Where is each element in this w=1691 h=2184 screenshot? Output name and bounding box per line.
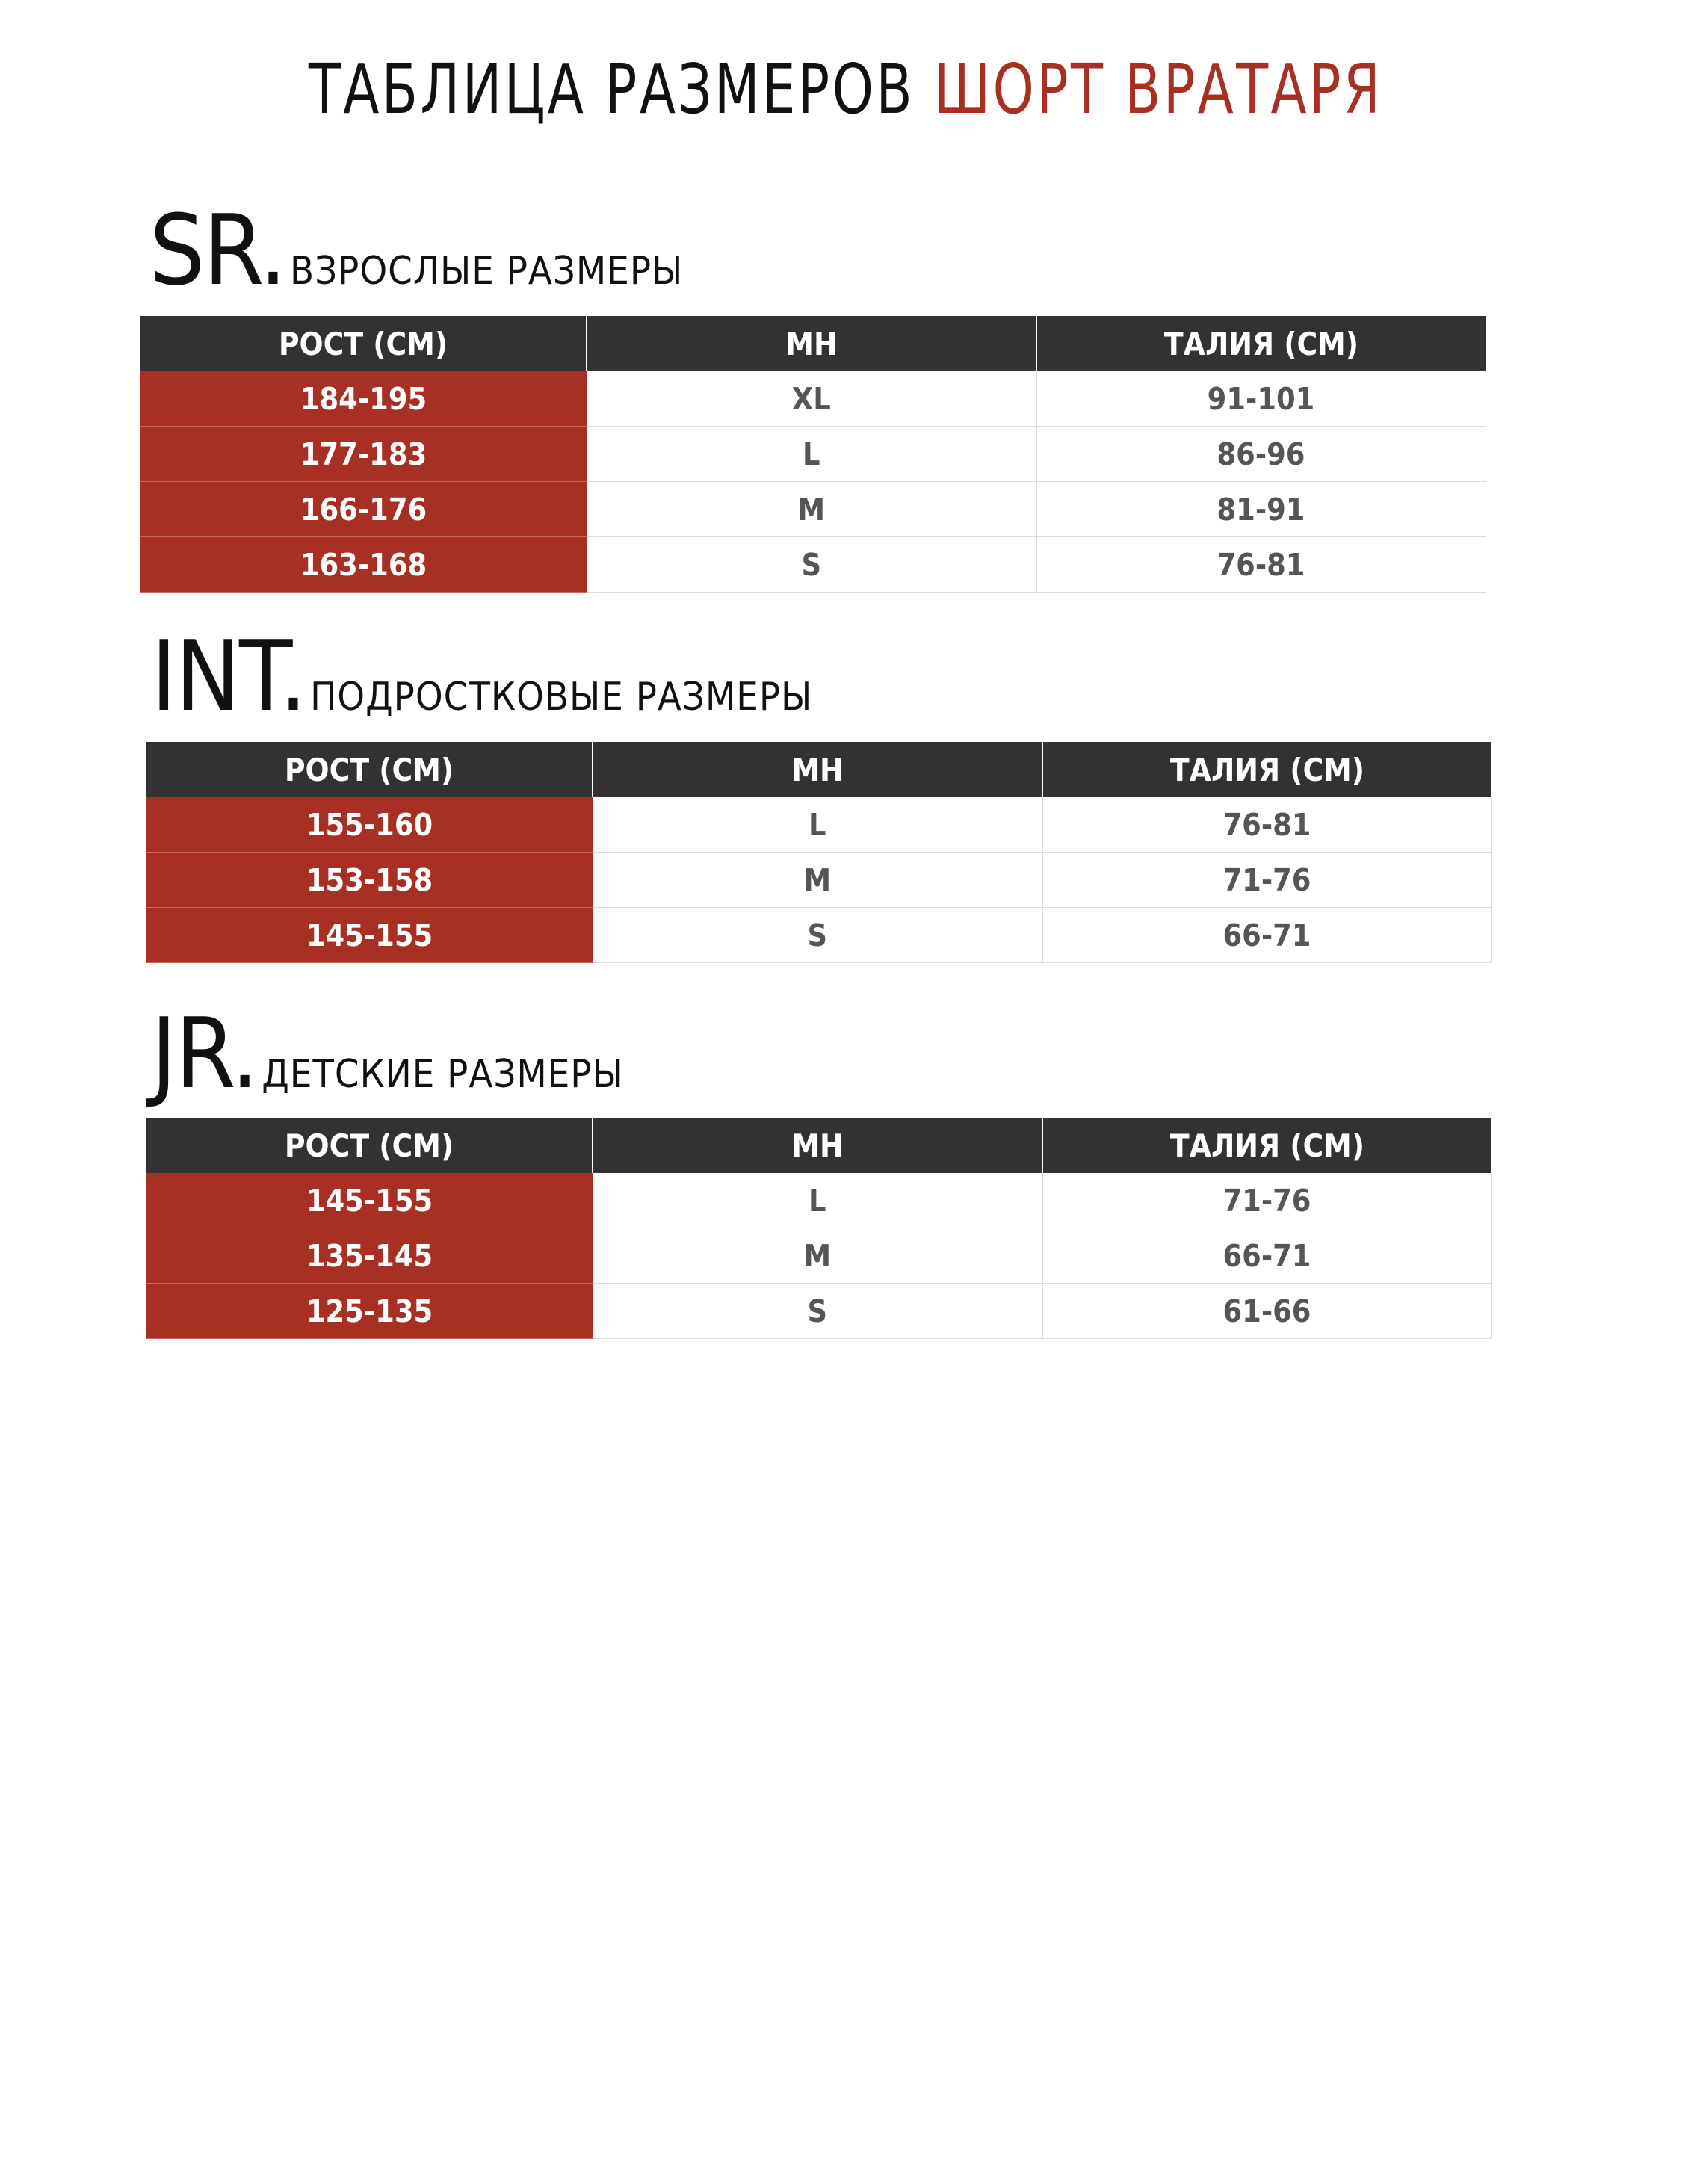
height-cell: 166-176 — [140, 482, 587, 537]
table-header-row — [146, 1118, 1491, 1173]
section-code: SR. — [149, 194, 286, 307]
table-row — [146, 1173, 1491, 1228]
size-cell: L — [593, 797, 1042, 853]
table-row — [146, 853, 1491, 908]
page-title — [127, 45, 1565, 134]
table-row — [146, 908, 1491, 963]
waist-cell: 76-81 — [1036, 537, 1486, 593]
size-cell: L — [593, 1173, 1042, 1228]
size-table-int — [146, 742, 1492, 963]
column-header-waist: ТАЛИЯ (СМ) — [1042, 742, 1491, 797]
waist-cell: 66-71 — [1042, 908, 1491, 963]
waist-cell: 71-76 — [1042, 1173, 1491, 1228]
section-label: ДЕТСКИЕ РАЗМЕРЫ — [262, 1052, 624, 1097]
table-row — [146, 1228, 1491, 1284]
height-cell: 177-183 — [140, 427, 587, 482]
section-label: ПОДРОСТКОВЫЕ РАЗМЕРЫ — [310, 675, 813, 720]
size-cell: M — [593, 853, 1042, 908]
column-header-height: РОСТ (СМ) — [146, 1118, 593, 1173]
page-title-main: ТАБЛИЦА РАЗМЕРОВ — [308, 49, 915, 129]
height-cell: 153-158 — [146, 853, 593, 908]
section-code: INT. — [151, 619, 306, 733]
height-cell: 163-168 — [140, 537, 587, 593]
column-header-waist: ТАЛИЯ (СМ) — [1042, 1118, 1491, 1173]
waist-cell: 81-91 — [1036, 482, 1486, 537]
section-heading-sr — [149, 194, 684, 307]
waist-cell: 61-66 — [1042, 1284, 1491, 1339]
size-cell: L — [587, 427, 1036, 482]
size-cell: S — [593, 908, 1042, 963]
table-header-row — [146, 742, 1491, 797]
section-code: JR. — [151, 997, 258, 1110]
size-table-jr — [146, 1118, 1492, 1339]
section-heading-int — [151, 619, 813, 733]
size-table-sr — [140, 316, 1486, 593]
waist-cell: 76-81 — [1042, 797, 1491, 853]
size-cell: XL — [587, 371, 1036, 427]
column-header-waist: ТАЛИЯ (СМ) — [1036, 316, 1486, 371]
table-header-row — [140, 316, 1486, 371]
size-cell: S — [593, 1284, 1042, 1339]
waist-cell: 86-96 — [1036, 427, 1486, 482]
table-row — [140, 427, 1486, 482]
height-cell: 145-155 — [146, 1173, 593, 1228]
waist-cell: 91-101 — [1036, 371, 1486, 427]
size-cell: S — [587, 537, 1036, 593]
table-row — [140, 482, 1486, 537]
column-header-size: МН — [593, 1118, 1042, 1173]
column-header-size: МН — [587, 316, 1036, 371]
section-label: ВЗРОСЛЫЕ РАЗМЕРЫ — [290, 249, 684, 294]
table-row — [140, 371, 1486, 427]
height-cell: 155-160 — [146, 797, 593, 853]
table-row — [140, 537, 1486, 593]
size-cell: M — [587, 482, 1036, 537]
column-header-height: РОСТ (СМ) — [146, 742, 593, 797]
height-cell: 135-145 — [146, 1228, 593, 1284]
height-cell: 125-135 — [146, 1284, 593, 1339]
page-title-accent: ШОРТ ВРАТАРЯ — [933, 49, 1383, 129]
table-row — [146, 1284, 1491, 1339]
table-row — [146, 797, 1491, 853]
column-header-size: МН — [593, 742, 1042, 797]
waist-cell: 66-71 — [1042, 1228, 1491, 1284]
waist-cell: 71-76 — [1042, 853, 1491, 908]
height-cell: 184-195 — [140, 371, 587, 427]
column-header-height: РОСТ (СМ) — [140, 316, 587, 371]
size-cell: M — [593, 1228, 1042, 1284]
section-heading-jr — [151, 997, 624, 1110]
height-cell: 145-155 — [146, 908, 593, 963]
